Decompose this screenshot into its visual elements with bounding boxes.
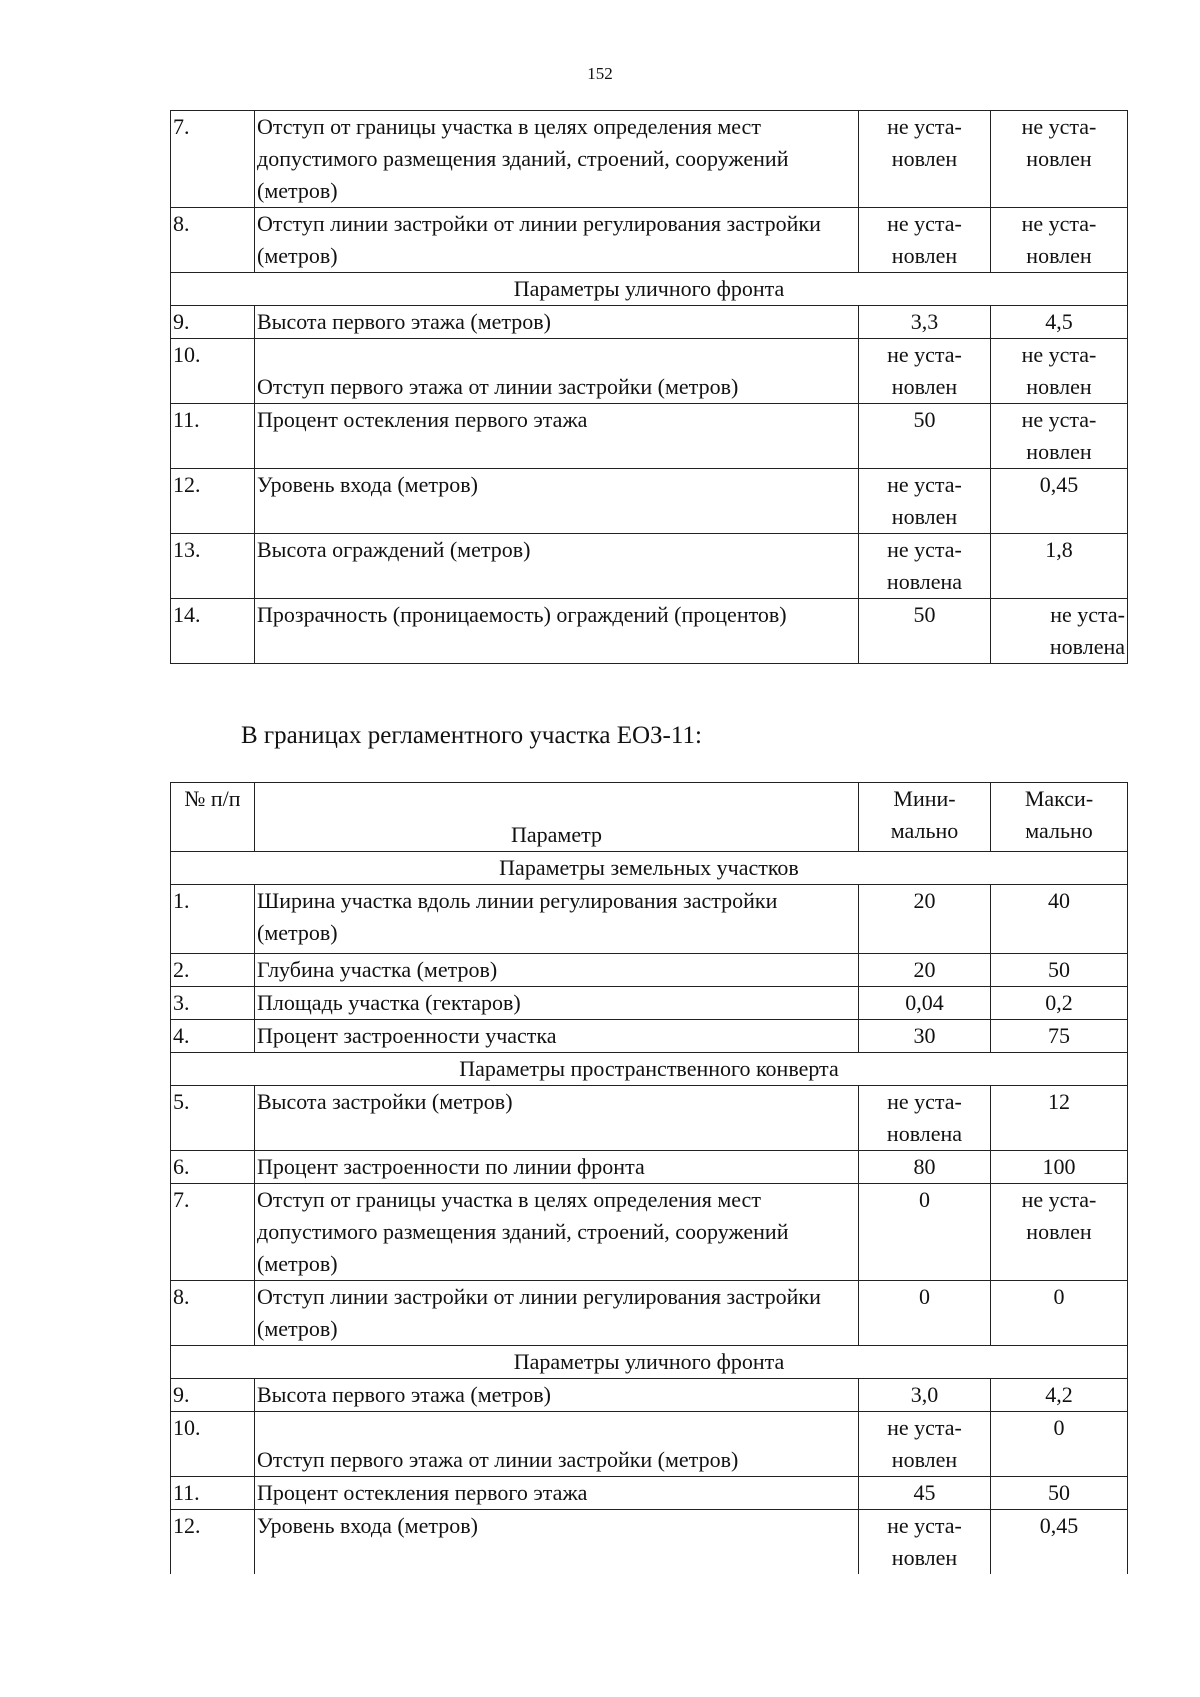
row-number: 13. xyxy=(171,534,255,599)
max-value: 0 xyxy=(991,1412,1128,1477)
section-row xyxy=(171,1346,1128,1379)
table-row xyxy=(171,1020,1128,1053)
parameters-table-continued xyxy=(170,110,1128,664)
row-number: 10. xyxy=(171,339,255,404)
row-number: 5. xyxy=(171,1086,255,1151)
section-heading-eoz-11: В границах регламентного участка ЕОЗ-11: xyxy=(241,722,702,749)
min-value: 20 xyxy=(859,954,991,987)
table-row xyxy=(171,1510,1128,1575)
table-row xyxy=(171,208,1128,273)
max-value: 4,5 xyxy=(991,306,1128,339)
max-value: 50 xyxy=(991,1477,1128,1510)
parameter-name: Уровень входа (метров) xyxy=(255,469,859,534)
row-number: 8. xyxy=(171,1281,255,1346)
parameter-name: Высота первого этажа (метров) xyxy=(255,306,859,339)
max-value: 0 xyxy=(991,1281,1128,1346)
min-value: 0 xyxy=(859,1184,991,1281)
parameter-name: Процент застроенности по линии фронта xyxy=(255,1151,859,1184)
min-value: не уста-новлен xyxy=(859,469,991,534)
min-value: 50 xyxy=(859,599,991,664)
table-row xyxy=(171,987,1128,1020)
parameter-name: Процент застроенности участка xyxy=(255,1020,859,1053)
table-row xyxy=(171,1086,1128,1151)
section-title-spatial-envelope: Параметры пространственного конверта xyxy=(171,1053,1128,1086)
max-value: 12 xyxy=(991,1086,1128,1151)
row-number: 2. xyxy=(171,954,255,987)
parameter-name: Отступ линии застройки от линии регулирования застройки (метров) xyxy=(255,208,859,273)
row-number: 12. xyxy=(171,469,255,534)
max-value: не уста-новлен xyxy=(991,1184,1128,1281)
min-value: 45 xyxy=(859,1477,991,1510)
min-value: 3,0 xyxy=(859,1379,991,1412)
section-row xyxy=(171,852,1128,885)
table-row xyxy=(171,599,1128,664)
min-value: 3,3 xyxy=(859,306,991,339)
max-value: 0,2 xyxy=(991,987,1128,1020)
header-row xyxy=(171,783,1128,852)
parameter-name: Отступ от границы участка в целях определения мест допустимого размещения зданий, строений, сооружений (метров) xyxy=(255,1184,859,1281)
max-value: 40 xyxy=(991,885,1128,954)
parameter-name: Отступ от границы участка в целях определения мест допустимого размещения зданий, строений, сооружений (метров) xyxy=(255,111,859,208)
parameter-name: Высота ограждений (метров) xyxy=(255,534,859,599)
parameter-name: Высота застройки (метров) xyxy=(255,1086,859,1151)
table-body xyxy=(171,783,1128,1575)
table-row xyxy=(171,1151,1128,1184)
min-value: не уста-новлена xyxy=(859,1086,991,1151)
header-number: № п/п xyxy=(171,783,255,852)
min-value: 30 xyxy=(859,1020,991,1053)
row-number: 11. xyxy=(171,404,255,469)
section-title-street-front: Параметры уличного фронта xyxy=(171,273,1128,306)
row-number: 11. xyxy=(171,1477,255,1510)
table-row xyxy=(171,404,1128,469)
table-row xyxy=(171,111,1128,208)
max-value: 4,2 xyxy=(991,1379,1128,1412)
table-body xyxy=(171,111,1128,664)
page-number: 152 xyxy=(587,64,613,83)
row-number: 12. xyxy=(171,1510,255,1575)
row-number: 7. xyxy=(171,1184,255,1281)
table-row xyxy=(171,306,1128,339)
max-value: 75 xyxy=(991,1020,1128,1053)
parameter-name: Ширина участка вдоль линии регулирования застройки (метров) xyxy=(255,885,859,954)
section-title-land-plots: Параметры земельных участков xyxy=(171,852,1128,885)
row-number: 9. xyxy=(171,1379,255,1412)
row-number: 10. xyxy=(171,1412,255,1477)
parameter-name: Прозрачность (проницаемость) ограждений (процентов) xyxy=(255,599,859,664)
section-title-street-front: Параметры уличного фронта xyxy=(171,1346,1128,1379)
max-value: не уста-новлен xyxy=(991,111,1128,208)
row-number: 14. xyxy=(171,599,255,664)
min-value: не уста-новлен xyxy=(859,1510,991,1575)
row-number: 3. xyxy=(171,987,255,1020)
parameter-name: Площадь участка (гектаров) xyxy=(255,987,859,1020)
parameter-name: Уровень входа (метров) xyxy=(255,1510,859,1575)
row-number: 9. xyxy=(171,306,255,339)
max-value: 1,8 xyxy=(991,534,1128,599)
row-number: 6. xyxy=(171,1151,255,1184)
header-parameter: Параметр xyxy=(255,783,859,852)
table-row xyxy=(171,469,1128,534)
table-row xyxy=(171,1412,1128,1477)
table-row xyxy=(171,885,1128,954)
max-value: 50 xyxy=(991,954,1128,987)
table-row xyxy=(171,1379,1128,1412)
row-number: 7. xyxy=(171,111,255,208)
section-row xyxy=(171,273,1128,306)
parameter-name: Отступ первого этажа от линии застройки (метров) xyxy=(255,1412,859,1477)
max-value: не уста-новлен xyxy=(991,208,1128,273)
min-value: 50 xyxy=(859,404,991,469)
parameters-table-eoz-11 xyxy=(170,782,1128,1574)
min-value: 20 xyxy=(859,885,991,954)
min-value: 80 xyxy=(859,1151,991,1184)
min-value: не уста-новлен xyxy=(859,339,991,404)
table-row xyxy=(171,1184,1128,1281)
table-row xyxy=(171,339,1128,404)
parameter-name: Процент остекления первого этажа xyxy=(255,404,859,469)
min-value: 0 xyxy=(859,1281,991,1346)
parameter-name: Отступ линии застройки от линии регулирования застройки (метров) xyxy=(255,1281,859,1346)
table-row xyxy=(171,1281,1128,1346)
row-number: 8. xyxy=(171,208,255,273)
section-row xyxy=(171,1053,1128,1086)
min-value: не уста-новлен xyxy=(859,208,991,273)
max-value: 0,45 xyxy=(991,1510,1128,1575)
row-number: 1. xyxy=(171,885,255,954)
min-value: не уста-новлен xyxy=(859,111,991,208)
max-value: не уста-новлен xyxy=(991,404,1128,469)
min-value: 0,04 xyxy=(859,987,991,1020)
header-max: Макси-мально xyxy=(991,783,1128,852)
parameter-name: Отступ первого этажа от линии застройки (метров) xyxy=(255,339,859,404)
min-value: не уста-новлена xyxy=(859,534,991,599)
row-number: 4. xyxy=(171,1020,255,1053)
parameter-name: Высота первого этажа (метров) xyxy=(255,1379,859,1412)
max-value: не уста-новлен xyxy=(991,339,1128,404)
table-row xyxy=(171,954,1128,987)
parameter-name: Глубина участка (метров) xyxy=(255,954,859,987)
header-min: Мини-мально xyxy=(859,783,991,852)
max-value: не уста-новлена xyxy=(991,599,1128,664)
max-value: 0,45 xyxy=(991,469,1128,534)
max-value: 100 xyxy=(991,1151,1128,1184)
parameter-name: Процент остекления первого этажа xyxy=(255,1477,859,1510)
min-value: не уста-новлен xyxy=(859,1412,991,1477)
table-row xyxy=(171,1477,1128,1510)
table-row xyxy=(171,534,1128,599)
